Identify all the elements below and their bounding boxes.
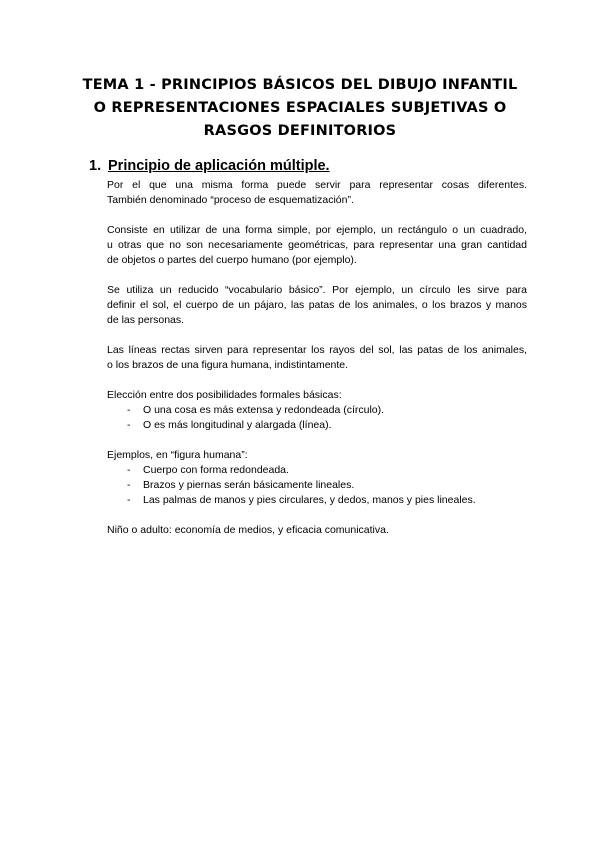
- paragraph-3: [107, 283, 527, 328]
- dash-marker: -: [127, 494, 131, 506]
- document-title: [60, 74, 540, 143]
- section-heading: [89, 157, 527, 175]
- spacer: [107, 508, 527, 523]
- list-item: [107, 478, 527, 493]
- paragraph-1-line-1: Por el que una misma forma puede servir para representar cosas diferentes.: [107, 179, 527, 191]
- dash-marker: -: [127, 464, 131, 476]
- section-number: 1.: [89, 158, 102, 174]
- spacer: [107, 208, 527, 223]
- list-item-text: O es más longitudinal y alargada (línea).: [143, 419, 332, 431]
- list-item: [107, 493, 527, 508]
- paragraph-4-line-1: Las líneas rectas sirven para representar los rayos del sol, las patas de los animales,: [107, 344, 527, 356]
- title-line-1: TEMA 1 - PRINCIPIOS BÁSICOS DEL DIBUJO INFANTIL: [82, 77, 518, 93]
- paragraph-3-line-1: Se utiliza un reducido “vocabulario básico”. Por ejemplo, un círculo les sirve para: [107, 284, 527, 296]
- paragraph-4-line-2: o los brazos de una figura humana, indistintamente.: [107, 359, 349, 371]
- section-1: [89, 157, 527, 175]
- dash-marker: -: [127, 419, 131, 431]
- list-item-text: O una cosa es más extensa y redondeada (círculo).: [143, 404, 385, 416]
- paragraph-3-line-3: de las personas.: [107, 314, 185, 326]
- section-body: [107, 178, 527, 538]
- list-item: [107, 463, 527, 478]
- dash-marker: -: [127, 479, 131, 491]
- list-item: [107, 403, 527, 418]
- spacer: [107, 373, 527, 388]
- spacer: [107, 433, 527, 448]
- paragraph-4: [107, 343, 527, 373]
- paragraph-1-line-2: También denominado “proceso de esquematización”.: [107, 194, 354, 206]
- spacer: [107, 268, 527, 283]
- spacer: [107, 328, 527, 343]
- human-figure-examples-list: [107, 463, 527, 508]
- paragraph-2: [107, 223, 527, 268]
- list-item: [107, 418, 527, 433]
- paragraph-2-line-1: Consiste en utilizar de una forma simple, por ejemplo, un rectángulo o un cuadrado,: [107, 224, 527, 236]
- paragraph-2-line-3: de objetos o partes del cuerpo humano (por ejemplo).: [107, 254, 357, 266]
- paragraph-1: [107, 178, 527, 208]
- formal-options-list: [107, 403, 527, 433]
- paragraph-3-line-2: definir el sol, el cuerpo de un pájaro, las patas de los animales, o los brazos y manos: [107, 299, 527, 311]
- title-line-2: O REPRESENTACIONES ESPACIALES SUBJETIVAS O: [93, 100, 507, 116]
- section-heading-text: Principio de aplicación múltiple.: [108, 158, 330, 174]
- paragraph-7: Niño o adulto: economía de medios, y eficacia comunicativa.: [107, 524, 389, 536]
- dash-marker: -: [127, 404, 131, 416]
- paragraph-5-intro: Elección entre dos posibilidades formales básicas:: [107, 389, 342, 401]
- paragraph-6-intro: Ejemplos, en “figura humana”:: [107, 449, 248, 461]
- list-item-text: Las palmas de manos y pies circulares, y dedos, manos y pies lineales.: [143, 494, 476, 506]
- list-item-text: Cuerpo con forma redondeada.: [143, 464, 289, 476]
- list-item-text: Brazos y piernas serán básicamente lineales.: [143, 479, 355, 491]
- title-line-3: RASGOS DEFINITORIOS: [203, 123, 397, 139]
- paragraph-2-line-2: u otras que no son necesariamente geométricas, para representar una gran cantidad: [107, 239, 527, 251]
